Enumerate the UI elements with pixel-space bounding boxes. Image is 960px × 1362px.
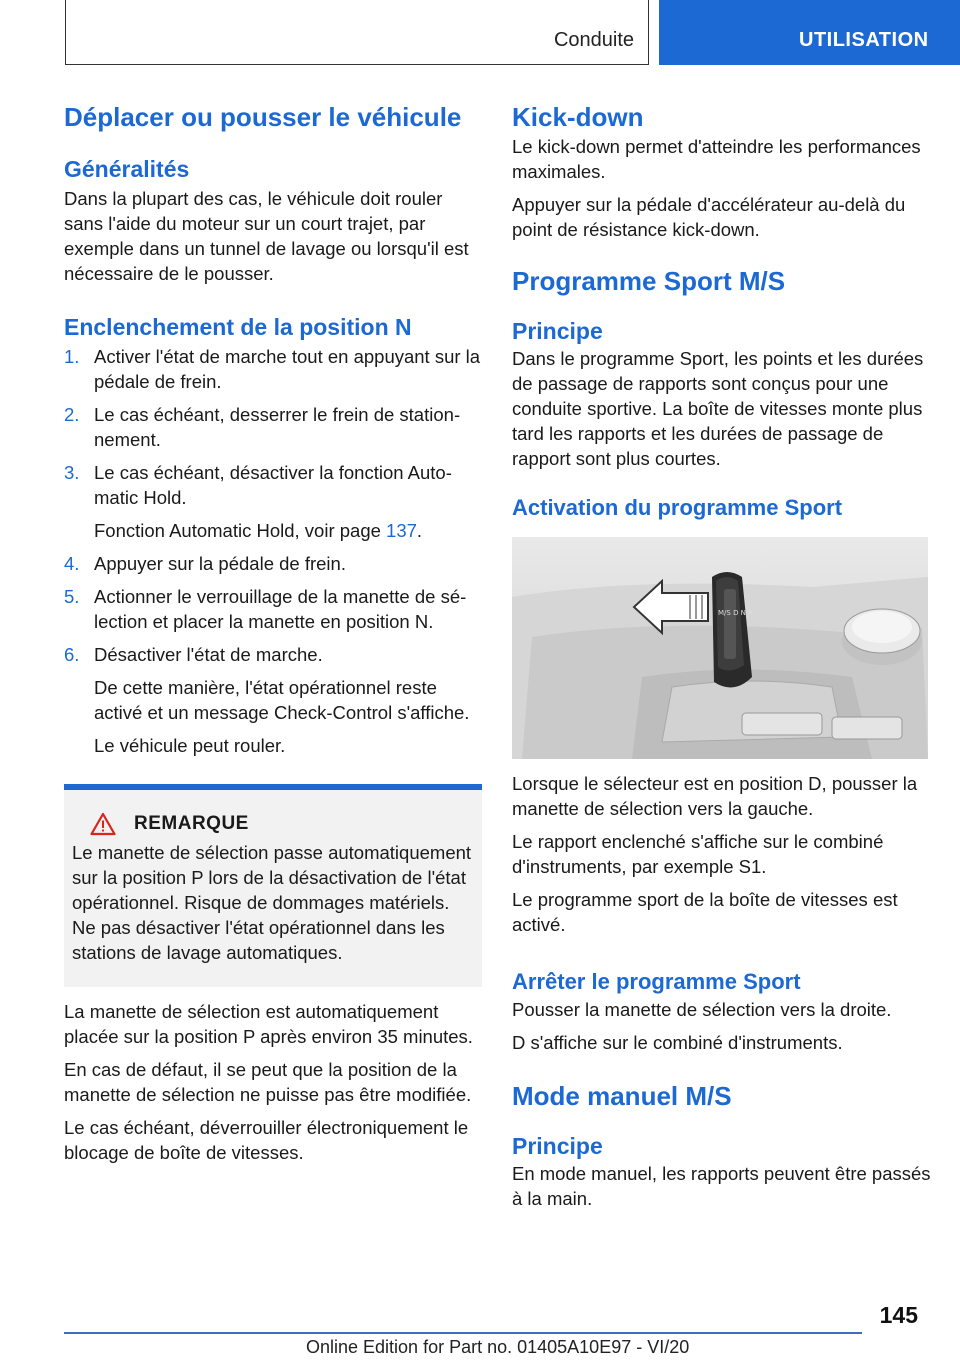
right-column [512,100,932,1211]
note-text: Le manette de sélection passe automatiquement sur la position P lors de la désactivation de l'état opérationnel. Risque de dommages matériels. Ne pas désactiver l'état opérationnel dans les stations de lavage automatiques. [72,842,472,963]
step-text: Activer l'état de marche tout en appuyant sur la pédale de frein. [94,346,481,392]
step-number: 2. [64,404,80,425]
paragraph-principle: Dans le programme Sport, les points et les durées de passage de rapports sont conçus pour une conduite sportive. La boîte de vitesses monte plus tard les rapports et les durées de passage de rapport sont plus courtes. [512,348,924,469]
step-number: 3. [64,462,80,483]
list-item [64,460,482,543]
warning-triangle-icon [90,812,116,836]
gear-selector-drawing [512,537,928,759]
chapter-tab [659,0,960,65]
heading-engage-n: Enclenchement de la position N [64,314,412,340]
step-number: 1. [64,346,80,367]
heading-move-vehicle: Déplacer ou pousser le véhicule [64,102,462,132]
cross-reference-suffix: . [416,520,423,541]
gear-selector-illustration [512,537,928,759]
paragraph-general: Dans la plupart des cas, le véhicule doit rouler sans l'aide du moteur sur un court trajet, par exemple dans un tunnel de lavage ou lorsqu'il est nécessaire de le pousser. [64,188,469,284]
heading-general: Généralités [64,156,190,182]
heading-kick-down: Kick-down [512,102,644,132]
list-item [64,402,482,452]
heading-principle: Principe [512,318,603,344]
list-item [64,584,482,634]
paragraph-activate-3: Le programme sport de la boîte de vitesses est activé. [512,889,898,935]
cross-reference-text: Fonction Automatic Hold, voir page [94,520,387,541]
heading-principle-2: Principe [512,1133,603,1159]
heading-sport-program: Programme Sport M/S [512,266,786,296]
chapter-tab-label: UTILISATION [799,29,929,51]
heading-stop-sport: Arrêter le programme Sport [512,969,801,994]
list-item [64,642,482,758]
note-title: REMARQUE [134,813,249,834]
paragraph-stop-1: Pousser la manette de sélection vers la droite. [512,999,892,1020]
footer-edition: Online Edition for Part no. 01405A10E97 - VI/20 [306,1337,690,1357]
paragraph-activate-2: Le rapport enclenché s'affiche sur le combiné d'instruments, par exemple S1. [512,831,884,877]
paragraph-manual: En mode manuel, les rapports peuvent être passés à la main. [512,1163,931,1209]
step-sub-text [94,518,482,543]
step-sub-text: Le véhicule peut rouler. [94,735,286,756]
step-text: Actionner le verrouillage de la manette de sélection et placer la manette en position N. [94,586,467,632]
step-text: Désactiver l'état de marche. [94,644,323,665]
gear-labels: M/S D N R [718,609,754,617]
note-header [72,812,474,836]
paragraph-stop-2: D s'affiche sur le combiné d'instruments. [512,1032,843,1053]
footer-divider [64,1332,862,1334]
section-tab-label: Conduite [553,29,634,51]
step-text: Le cas échéant, désactiver la fonction Automatic Hold. [94,462,452,508]
page-number: 145 [879,1302,918,1328]
heading-manual-mode: Mode manuel M/S [512,1081,732,1111]
step-number: 6. [64,644,80,665]
steps-list [64,344,482,758]
left-column [64,100,482,1165]
section-tab [65,0,649,65]
step-text: Appuyer sur la pédale de frein. [94,553,346,574]
paragraph-auto-p: La manette de sélection est automatiquement placée sur la position P après environ 35 minutes. [64,1001,473,1047]
warning-note [64,784,482,987]
list-item [64,344,482,394]
paragraph-unlock: Le cas échéant, déverrouiller électroniquement le blocage de boîte de vitesses. [64,1117,469,1163]
step-number: 4. [64,553,80,574]
step-text: Le cas échéant, desserrer le frein de stationnement. [94,404,461,450]
paragraph-kick-2: Appuyer sur la pédale d'accélérateur au-delà du point de résistance kick-down. [512,194,906,240]
step-number: 5. [64,586,80,607]
step-sub-text: De cette manière, l'état opérationnel reste activé et un message Check-Control s'affiche. [94,677,470,723]
paragraph-kick-1: Le kick-down permet d'atteindre les performances maximales. [512,136,921,182]
paragraph-fault: En cas de défaut, il se peut que la position de la manette de sélection ne puisse pas être modifiée. [64,1059,472,1105]
list-item [64,551,482,576]
heading-activate-sport: Activation du programme Sport [512,495,843,520]
paragraph-activate-1: Lorsque le sélecteur est en position D, pousser la manette de sélection vers la gauche. [512,773,918,819]
page-link[interactable]: 137 [386,520,417,541]
